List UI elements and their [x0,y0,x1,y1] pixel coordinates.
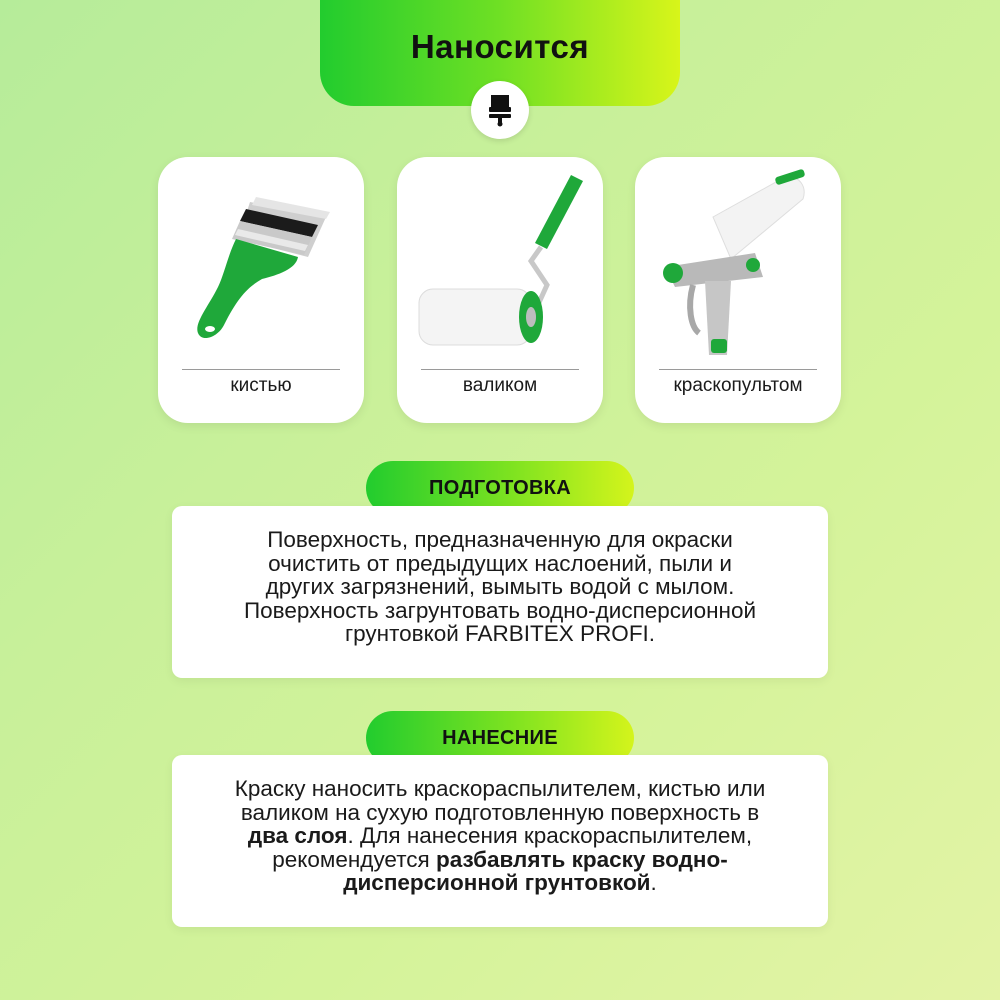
text-line: Поверхность загрунтовать водно-дисперсионной [243,597,757,623]
preparation-text-box [172,506,828,678]
tool-card-spray-gun [635,157,841,423]
tool-caption: валиком [462,375,538,396]
text-line [172,871,828,895]
text-fragment: . Для нанесения краскораспылителем, [347,823,753,848]
text-line: валиком на сухую подготовленную поверхность в [240,799,760,825]
bold-phrase: разбавлять краску водно- [435,846,728,872]
text-line [172,824,828,848]
bold-phrase: два слоя [247,823,348,848]
text-line [172,848,828,872]
tool-caption: краскопультом [673,375,803,396]
text-fragment: . [650,870,657,895]
text-line: Поверхность, предназначенную для окраски [267,527,733,552]
spray-gun-image [635,157,841,367]
tool-card-roller [397,157,603,423]
bold-phrase: дисперсионной грунтовкой [343,870,651,895]
tool-caption: кистью [230,375,292,396]
text-line: других загрязнений, вымыть водой с мылом. [265,574,735,599]
caption-divider [421,369,579,370]
paint-roller-image [397,157,603,367]
caption-divider [659,369,817,370]
section-title-application: НАНЕСНИЕ [366,711,634,765]
text-fragment: рекомендуется [272,846,436,872]
page-title: Наносится [410,28,590,65]
caption-divider [182,369,340,370]
section-title-preparation: ПОДГОТОВКА [366,461,634,515]
tool-card-brush [158,157,364,423]
paint-brush-icon [471,81,529,139]
text-line: Краску наносить краскораспылителем, кистью или [234,776,766,801]
application-text-box [172,755,828,927]
text-line: очистить от предыдущих наслоений, пыли и [268,550,732,576]
paintbrush-image [158,157,364,367]
text-line: грунтовкой FARBITEX PROFI. [344,621,656,646]
